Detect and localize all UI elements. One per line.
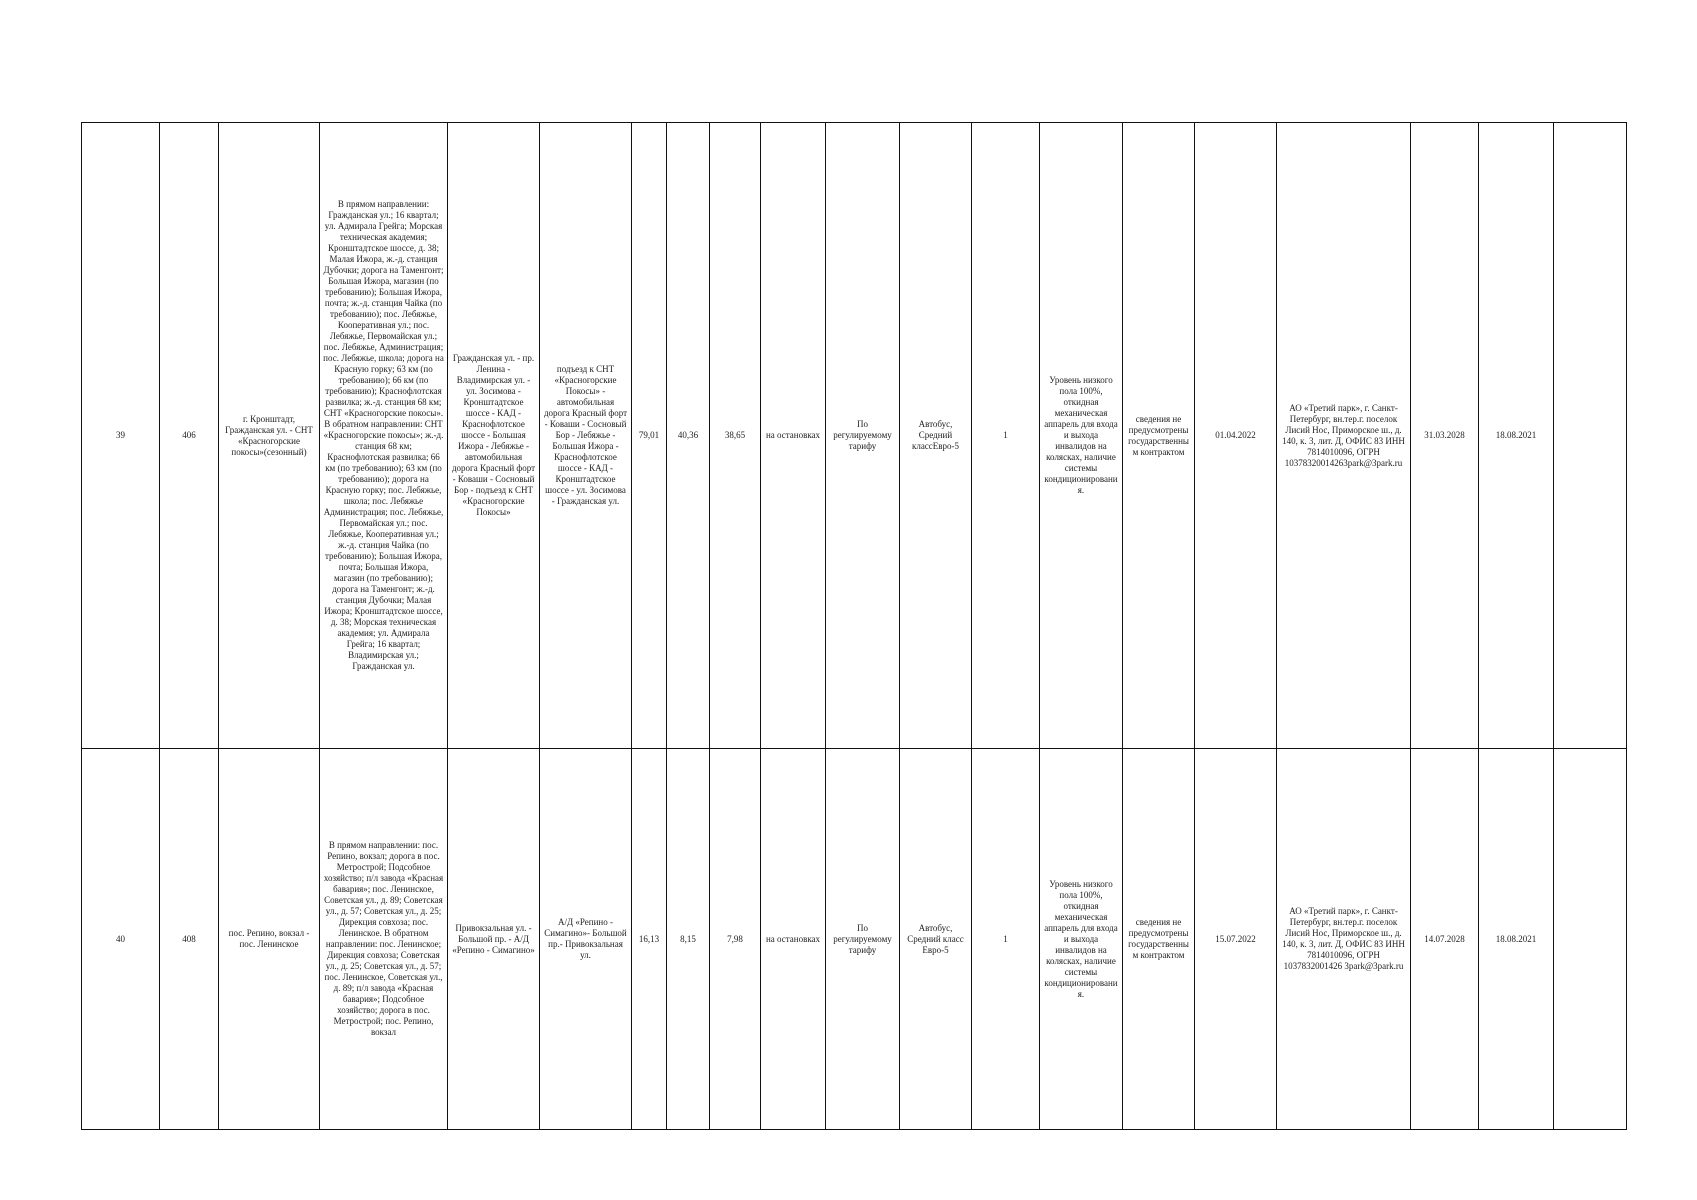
extra-cell	[1554, 749, 1627, 1130]
record-date: 18.08.2021	[1479, 749, 1554, 1130]
row-number: 40	[82, 749, 160, 1130]
length-forward: 40,36	[667, 123, 710, 749]
route-number: 406	[160, 123, 219, 749]
tariff-type: По регулируемому тарифу	[826, 123, 900, 749]
length-total: 16,13	[632, 749, 667, 1130]
length-backward: 7,98	[710, 749, 761, 1130]
vehicle-features: Уровень низкого пола 100%, откидная механическая аппарель для входа и выхода инвалидов на колясках, наличие системы кондиционирования.	[1040, 749, 1123, 1130]
length-total: 79,01	[632, 123, 667, 749]
table-row	[82, 123, 1627, 749]
streets-backward: подъезд к СНТ «Красногорские Покосы» - автомобильная дорога Красный форт - Коваши - Сосновый Бор - Лебяжье - Большая Ижора - Краснофлотское шоссе - КАД - Кронштадтское шоссе - ул. Зосимова - Гражданская ул.	[540, 123, 632, 749]
route-stops: В прямом направлении: Гражданская ул.; 16 квартал; ул. Адмирала Грейга; Морская техническая академия; Кронштадтское шоссе, д. 38; Малая Ижора, ж.-д. станция Дубочки; дорога на Таменгонт; Большая Ижора, магазин (по требованию); Большая Ижора, почта; ж.-д. станция Чайка (по требованию); пос. Лебяжье, Кооперативная ул.; пос. Лебяжье, Первомайская ул.; пос. Лебяжье, Администрация; пос. Лебяжье, школа; дорога на Красную горку; 63 км (по требованию); 66 км (по требованию); Краснофлотская развилка; ж.-д. станция 68 км; СНТ «Красногорские покосы». В обратном направлении: СНТ «Красногорские покосы»; ж.-д. станция 68 км; Краснофлотская развилка; 66 км (по требованию); 63 км (по требованию); дорога на Красную горку; пос. Лебяжье, школа; пос. Лебяжье Администрация; пос. Лебяжье, Первомайская ул.; пос. Лебяжье, Кооперативная ул.; ж.-д. станция Чайка (по требованию); Большая Ижора, почта; Большая Ижора, магазин (по требованию); дорога на Таменгонт; ж.-д. станция Дубочки; Малая Ижора; Кронштадтское шоссе, д. 38; Морская техническая академия; ул. Адмирала Грейга; 16 квартал; Владимирская ул.; Гражданская ул.	[320, 123, 448, 749]
vehicle-count: 1	[972, 749, 1040, 1130]
route-name: пос. Репино, вокзал - пос. Ленинское	[219, 749, 320, 1130]
streets-backward: А/Д «Репино - Симагино»- Большой пр.- Привокзальная ул.	[540, 749, 632, 1130]
extra-cell	[1554, 123, 1627, 749]
tariff-type: По регулируемому тарифу	[826, 749, 900, 1130]
length-backward: 38,65	[710, 123, 761, 749]
contract-note: сведения не предусмотрены государственным контрактом	[1123, 749, 1195, 1130]
streets-forward: Гражданская ул. - пр. Ленина - Владимирская ул. - ул. Зосимова - Кронштадтское шоссе - КАД - Краснофлотское шоссе - Большая Ижора - Лебяжье - автомобильная дорога Красный форт - Коваши - Сосновый Бор - подъезд к СНТ «Красногорские Покосы»	[448, 123, 540, 749]
route-stops: В прямом направлении: пос. Репино, вокзал; дорога в пос. Метрострой; Подсобное хозяйство; п/л завода «Красная бавария»; пос. Ленинское, Советская ул., д. 89; Советская ул., д. 57; Советская ул., д. 25; Дирекция совхоза; пос. Ленинское. В обратном направлении: пос. Ленинское; Дирекция совхоза; Советская ул., д. 25; Советская ул., д. 57; пос. Ленинское, Советская ул., д. 89; п/л завода «Красная бавария»; Подсобное хозяйство; дорога в пос. Метрострой; пос. Репино, вокзал	[320, 749, 448, 1130]
end-date: 14.07.2028	[1411, 749, 1479, 1130]
length-forward: 8,15	[667, 749, 710, 1130]
start-date: 15.07.2022	[1195, 749, 1277, 1130]
carrier-info: АО «Третий парк», г. Санкт-Петербург, вн.тер.г. поселок Лисий Нос, Приморское ш., д. 140, к. 3, лит. Д, ОФИС 83 ИНН 7814010096, ОГРН 10378320014263park@3park.ru	[1277, 123, 1411, 749]
vehicle-features: Уровень низкого пола 100%, откидная механическая аппарель для входа и выхода инвалидов на колясках, наличие системы кондиционирования.	[1040, 123, 1123, 749]
vehicle-class: Автобус, Средний классЕвро-5	[900, 123, 972, 749]
route-number: 408	[160, 749, 219, 1130]
carrier-info: АО «Третий парк», г. Санкт-Петербург, вн.тер.г. поселок Лисий Нос, Приморское ш., д. 140, к. 3, лит. Д, ОФИС 83 ИНН 7814010096, ОГРН 1037832001426 3park@3park.ru	[1277, 749, 1411, 1130]
table-row	[82, 749, 1627, 1130]
stop-order: на остановках	[761, 749, 826, 1130]
record-date: 18.08.2021	[1479, 123, 1554, 749]
contract-note: сведения не предусмотрены государственным контрактом	[1123, 123, 1195, 749]
stop-order: на остановках	[761, 123, 826, 749]
route-name: г. Кронштадт, Гражданская ул. - СНТ «Красногорские покосы»(сезонный)	[219, 123, 320, 749]
start-date: 01.04.2022	[1195, 123, 1277, 749]
vehicle-class: Автобус, Средний класс Евро-5	[900, 749, 972, 1130]
routes-table	[81, 122, 1627, 1130]
streets-forward: Привокзальная ул. - Большой пр. - А/Д «Репино - Симагино»	[448, 749, 540, 1130]
end-date: 31.03.2028	[1411, 123, 1479, 749]
row-number: 39	[82, 123, 160, 749]
vehicle-count: 1	[972, 123, 1040, 749]
